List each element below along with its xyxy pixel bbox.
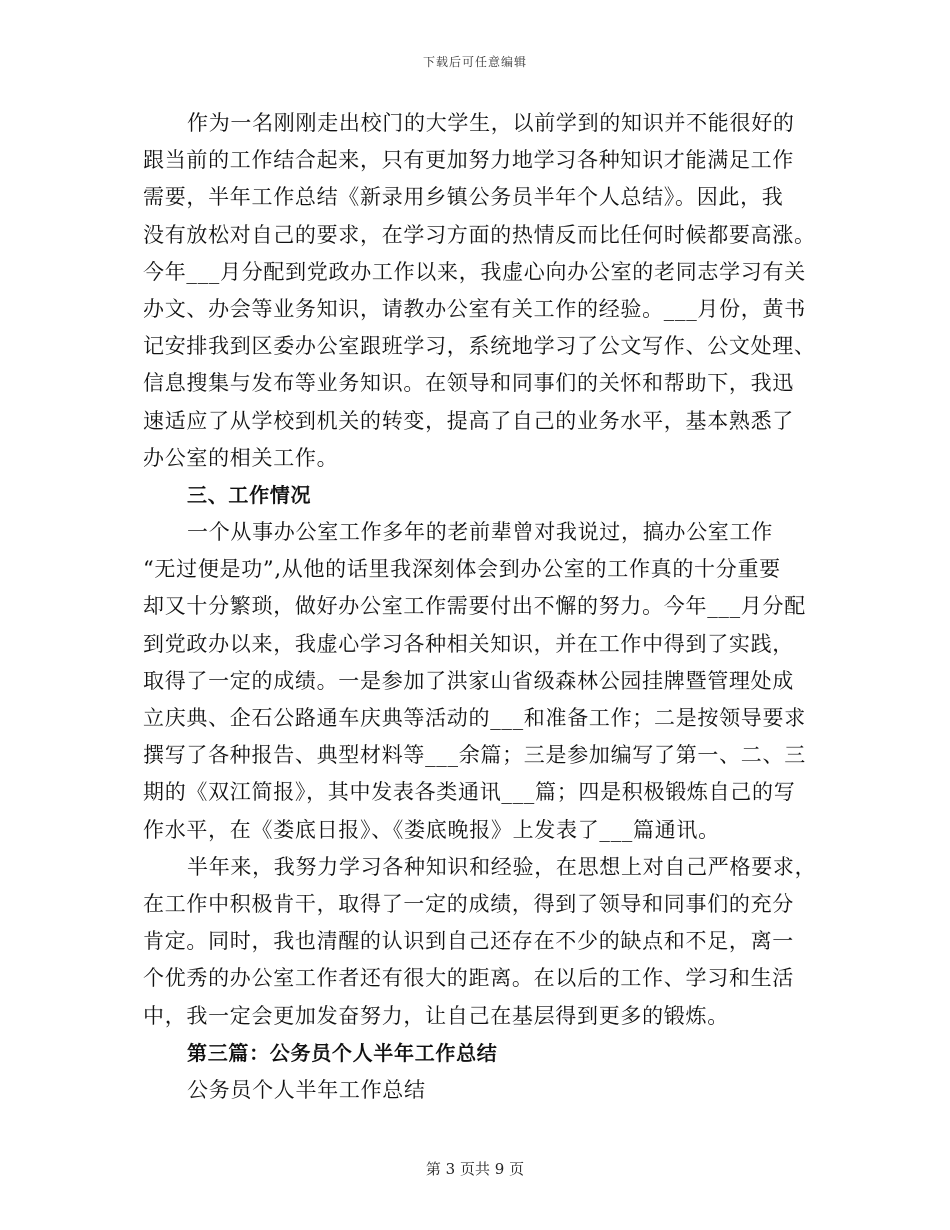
text-line: 撰写了各种报告、典型材料等___余篇；三是参加编写了第一、二、三 — [143, 743, 806, 768]
text-line: 中，我一定会更加发奋努力，让自己在基层得到更多的锻炼。 — [143, 1003, 729, 1028]
text-line: 没有放松对自己的要求，在学习方面的热情反而比任何时候都要高涨。 — [143, 222, 816, 247]
section-heading: 三、工作情况 — [187, 482, 312, 507]
text-line: 办文、办会等业务知识，请教办公室有关工作的经验。___月份，黄书 — [143, 296, 806, 321]
text-line: 需要，半年工作总结《新录用乡镇公务员半年个人总结》。因此，我 — [143, 185, 784, 210]
text-line: 肯定。同时，我也清醒的认识到自己还存在不少的缺点和不足，离一 — [143, 929, 794, 954]
text-line: 取得了一定的成绩。一是参加了洪家山省级森林公园挂牌暨管理处成 — [143, 668, 794, 693]
text-line: 一个从事办公室工作多年的老前辈曾对我说过，搞办公室工作 — [187, 520, 773, 545]
text-line: 作水平，在《娄底日报》、《娄底晚报》上发表了___篇通讯。 — [143, 817, 720, 842]
text-line: 今年___月分配到党政办工作以来，我虚心向办公室的老同志学习有关 — [143, 259, 806, 284]
text-line: 记安排我到区委办公室跟班学习，系统地学习了公文写作、公文处理、 — [143, 334, 816, 359]
download-edit-note: 下载后可任意编辑 — [422, 55, 527, 69]
text-line: 办公室的相关工作。 — [143, 445, 339, 470]
document-body — [143, 105, 817, 1109]
text-line: 跟当前的工作结合起来，只有更加努力地学习各种知识才能满足工作 — [143, 148, 794, 173]
page-number: 第 3 页共 9 页 — [425, 1160, 525, 1178]
text-line: 在工作中积极肯干，取得了一定的成绩，得到了领导和同事们的充分 — [143, 891, 794, 916]
text-line: 个优秀的办公室工作者还有很大的距离。在以后的工作、学习和生活 — [143, 966, 794, 991]
text-line: 作为一名刚刚走出校门的大学生，以前学到的知识并不能很好的 — [187, 111, 795, 135]
text-line: 却又十分繁琐，做好办公室工作需要付出不懈的努力。今年___月分配 — [143, 594, 806, 619]
chapter-heading: 第三篇：公务员个人半年工作总结 — [187, 1040, 498, 1065]
text-line: 速适应了从学校到机关的转变，提高了自己的业务水平，基本熟悉了 — [143, 408, 794, 433]
subtitle-line: 公务员个人半年工作总结 — [187, 1077, 426, 1102]
text-line: 期的《双江简报》，其中发表各类通讯___篇；四是积极锻炼自己的写 — [143, 780, 796, 805]
text-line: 信息搜集与发布等业务知识。在领导和同事们的关怀和帮助下，我迅 — [143, 371, 794, 396]
text-line: 半年来，我努力学习各种知识和经验，在思想上对自己严格要求， — [187, 854, 817, 879]
text-line: “无过便是功”,从他的话里我深刻体会到办公室的工作真的十分重要 — [143, 557, 781, 582]
text-line: 到党政办以来，我虚心学习各种相关知识，并在工作中得到了实践， — [143, 631, 794, 656]
text-line: 立庆典、企石公路通车庆典等活动的___和准备工作；二是按领导要求 — [143, 706, 806, 730]
